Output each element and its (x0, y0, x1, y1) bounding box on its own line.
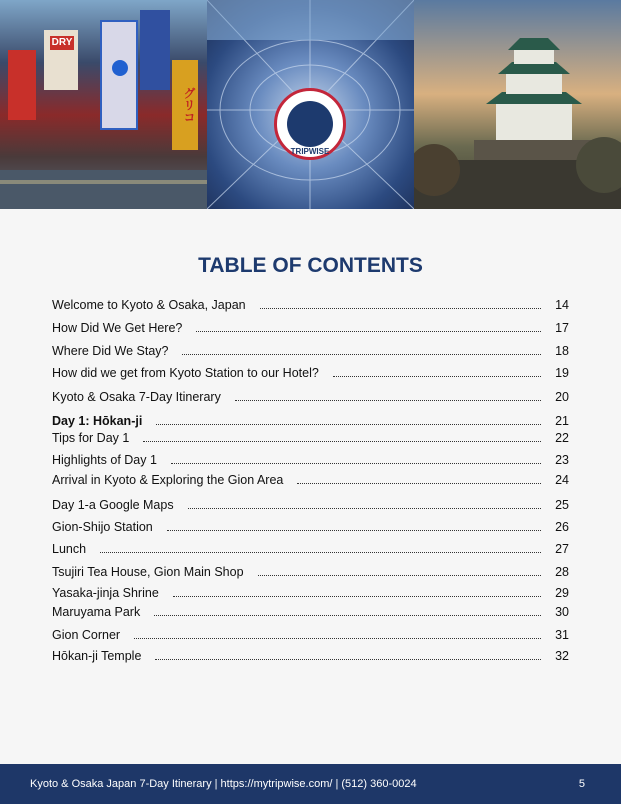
toc-dot-leader (167, 529, 541, 531)
tripwise-logo (274, 88, 346, 160)
toc-entry-page: 24 (555, 473, 569, 487)
toc-entry-label: Yasaka-jinja Shrine (52, 586, 159, 600)
toc-entry[interactable] (52, 296, 569, 312)
toc-entry[interactable] (52, 429, 569, 445)
toc-entry-page: 20 (555, 390, 569, 404)
glico-sign: グリコ (172, 60, 198, 150)
toc-entry-page: 18 (555, 344, 569, 358)
toc-entry-page: 19 (555, 366, 569, 380)
toc-entry[interactable] (52, 563, 569, 579)
toc-entry-label: Maruyama Park (52, 605, 141, 619)
toc-entry-label: Arrival in Kyoto & Exploring the Gion Area (52, 473, 284, 487)
toc-dot-leader (297, 482, 541, 484)
toc-entry-label: Kyoto & Osaka 7-Day Itinerary (52, 390, 221, 404)
toc-dot-leader (188, 507, 541, 509)
toc-entry-label: Hōkan-ji Temple (52, 649, 142, 663)
toc-entry-page: 22 (555, 431, 569, 445)
toc-entry-page: 21 (555, 414, 569, 428)
toc-entry-label: How did we get from Kyoto Station to our Hotel? (52, 366, 319, 380)
toc-dot-leader (156, 423, 541, 425)
toc-entry[interactable] (52, 496, 569, 512)
toc-entry-page: 25 (555, 498, 569, 512)
toc-dot-leader (171, 462, 541, 464)
logo-text: TRIPWISE (290, 147, 330, 156)
toc-entry-label: Tsujiri Tea House, Gion Main Shop (52, 565, 244, 579)
toc-entry[interactable] (52, 603, 569, 619)
toc-entry-label: Where Did We Stay? (52, 344, 169, 358)
toc-dot-leader (143, 440, 541, 442)
toc-dot-leader (196, 330, 541, 332)
toc-entry-label: Gion-Shijo Station (52, 520, 153, 534)
toc-entry-page: 32 (555, 649, 569, 663)
toc-entry[interactable] (52, 584, 569, 600)
toc-entry-label: Day 1-a Google Maps (52, 498, 174, 512)
toc-entry[interactable] (52, 319, 569, 335)
toc-entry[interactable] (52, 451, 569, 467)
toc-entry-label: Welcome to Kyoto & Osaka, Japan (52, 298, 246, 312)
toc-entry-label: Lunch (52, 542, 87, 556)
toc-entry[interactable] (52, 364, 569, 380)
toc-entry[interactable] (52, 471, 569, 487)
toc-entry-page: 29 (555, 586, 569, 600)
toc-entry-label: Highlights of Day 1 (52, 453, 157, 467)
dry-sign: DRY (51, 37, 73, 48)
toc-entry-page: 26 (555, 520, 569, 534)
toc-entry-label: How Did We Get Here? (52, 321, 183, 335)
toc-entry[interactable] (52, 388, 569, 404)
toc-entry[interactable] (52, 540, 569, 556)
toc-dot-leader (260, 307, 541, 309)
toc-entry-page: 31 (555, 628, 569, 642)
toc-entry-label: Day 1: Hōkan-ji (52, 414, 143, 428)
toc-entry[interactable] (52, 647, 569, 663)
toc-entry[interactable] (52, 412, 569, 428)
page-number: 5 (578, 778, 585, 790)
toc-entry[interactable] (52, 342, 569, 358)
toc-dot-leader (173, 595, 541, 597)
toc-dot-leader (155, 658, 541, 660)
toc-entry-page: 14 (555, 298, 569, 312)
toc-entry-label: Gion Corner (52, 628, 121, 642)
toc-entry[interactable] (52, 518, 569, 534)
toc-dot-leader (182, 353, 541, 355)
castle-illustration (414, 0, 621, 209)
toc-entry-page: 27 (555, 542, 569, 556)
toc-entry-page: 30 (555, 605, 569, 619)
toc-entry-label: Tips for Day 1 (52, 431, 130, 445)
toc-entry-page: 28 (555, 565, 569, 579)
toc-entry-page: 17 (555, 321, 569, 335)
footer (0, 764, 621, 804)
toc-dot-leader (134, 637, 541, 639)
osaka-castle-photo (414, 0, 621, 209)
toc-dot-leader (154, 614, 541, 616)
footer-text: Kyoto & Osaka Japan 7-Day Itinerary | https://mytripwise.com/ | (512) 360-0024 (30, 778, 417, 790)
toc-entry[interactable] (52, 626, 569, 642)
globe-icon (287, 101, 333, 147)
page-title: TABLE OF CONTENTS (198, 254, 423, 277)
toc-entry-page: 23 (555, 453, 569, 467)
toc-dot-leader (235, 399, 541, 401)
toc-dot-leader (333, 375, 541, 377)
dotonbori-signs-photo (0, 0, 207, 209)
toc-dot-leader (258, 574, 541, 576)
toc-dot-leader (100, 551, 541, 553)
